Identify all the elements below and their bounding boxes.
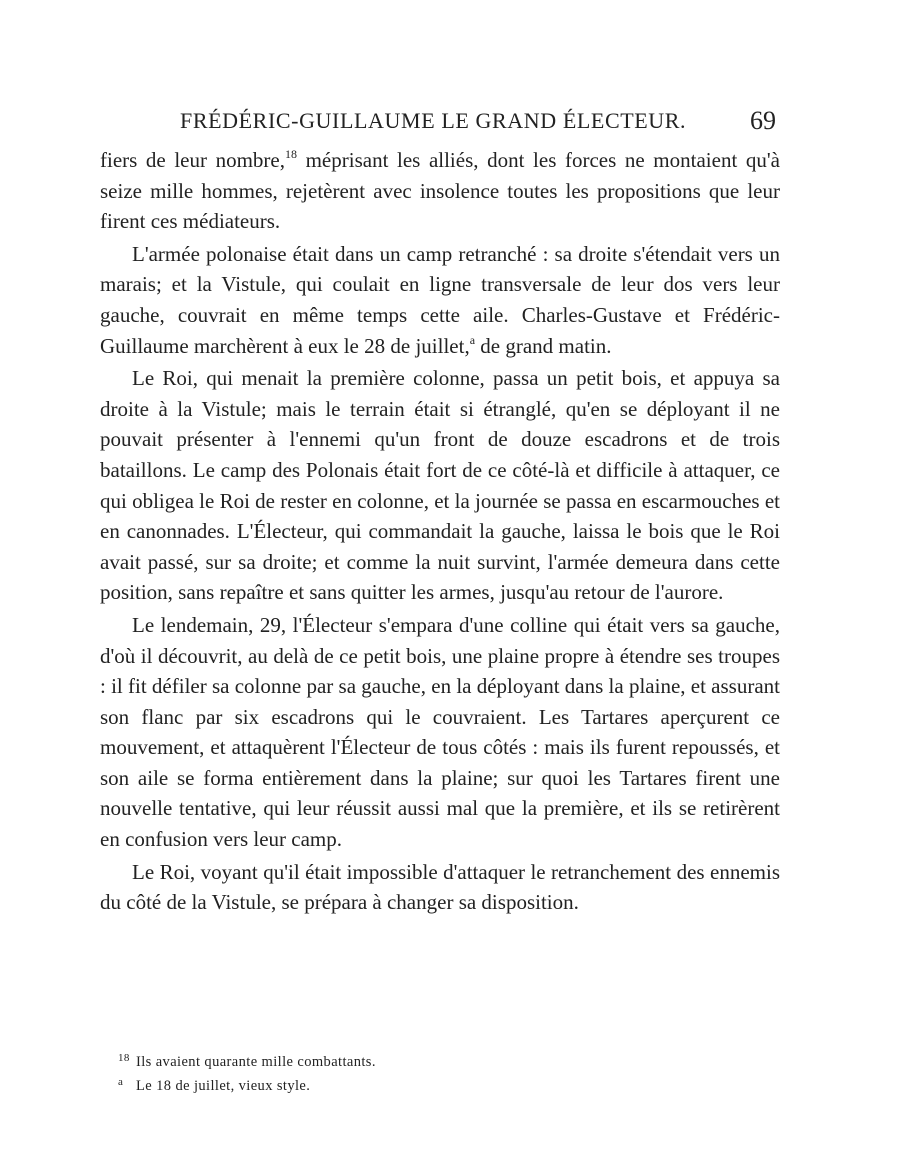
footnote-text: Ils avaient quarante mille combattants. <box>136 1054 376 1070</box>
paragraph-2-text-b: de grand matin. <box>475 333 612 358</box>
paragraph-4: Le lendemain, 29, l'Électeur s'empara d'une colline qui était vers sa gauche, d'où il découvrit, au delà de ce petit bois, une plaine propre à étendre ses troupes : il fit défiler sa colonne par sa gauche, en la déployant dans la plaine, et assurant son flanc par six escadrons qui le couvraient. Les Tartares aperçurent ce mouvement, et attaquèrent l'Électeur de tous côtés : mais ils furent repoussés, et son aile se forma entièrement dans la plaine; sur quoi les Tartares firent une nouvelle tentative, qui leur réussit aussi mal que la première, et ils se retirèrent en confusion vers leur camp. <box>100 612 780 852</box>
footnote-18: 18 Ils avaient quarante mille combattants. <box>118 1052 376 1070</box>
body-text <box>100 145 780 918</box>
paragraph-1-text-a: fiers de leur nombre, <box>100 148 285 172</box>
paragraph-1 <box>100 145 780 237</box>
footnote-ref-a: a <box>469 332 476 347</box>
paragraph-1-text-b: méprisant les alliés, dont les forces ne montaient qu'à seize mille hommes, rejetèrent avec insolence toutes les propositions que leur firent ces médiateurs. <box>100 148 780 234</box>
footnotes <box>118 1050 758 1098</box>
page-number: 69 <box>750 106 776 135</box>
footnote-text: Le 18 de juillet, vieux style. <box>136 1078 311 1094</box>
footnote-ref-18: 18 <box>285 147 297 161</box>
paragraph-5: Le Roi, voyant qu'il était impossible d'attaquer le retranchement des ennemis du côté de la Vistule, se prépara à changer sa disposition. <box>100 859 780 915</box>
paragraph-2 <box>100 239 780 361</box>
paragraph-3: Le Roi, qui menait la première colonne, passa un petit bois, et appuya sa droite à la Vistule; mais le terrain était si étranglé, qu'en se déployant il ne pouvait présenter à l'ennemi qu'un front de douze escadrons et de trois bataillons. Le camp des Polonais était fort de ce côté-là et difficile à attaquer, ce qui obligea le Roi de rester en colonne, et la journée se passa en escarmouches et en canonnades. L'Électeur, qui commandait la gauche, laissa le bois que le Roi avait passé, sur sa droite; et comme la nuit survint, l'armée demeura dans cette position, sans repaître et sans quitter les armes, jusqu'au retour de l'aurore. <box>100 366 780 605</box>
running-title: FRÉDÉRIC-GUILLAUME LE GRAND ÉLECTEUR. <box>180 108 687 133</box>
footnote-a: a Le 18 de juillet, vieux style. <box>118 1076 311 1094</box>
running-head <box>100 104 780 140</box>
paragraph-2-text-a: L'armée polonaise était dans un camp retranché : sa droite s'étendait vers un marais; et la Vistule, qui coulait en ligne transversale de leur dos vers leur gauche, couvrait en même temps cette aile. Charles-Gustave et Frédéric-Guillaume marchèrent à eux le 28 de juillet, <box>100 241 780 358</box>
